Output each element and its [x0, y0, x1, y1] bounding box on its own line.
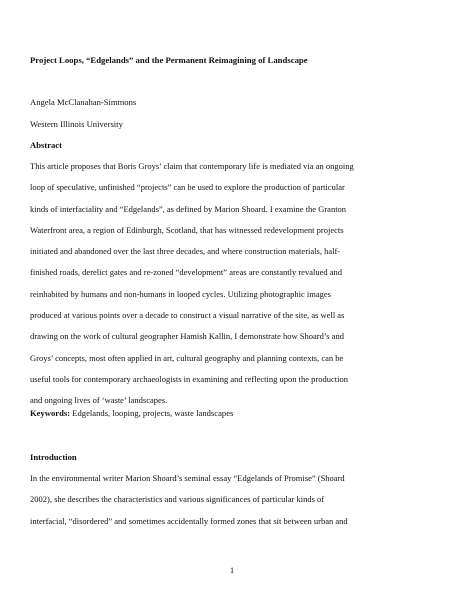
- introduction-line: In the environmental writer Marion Shoard’s seminal essay “Edgelands of Promise” (Shoard: [30, 473, 345, 483]
- abstract-body: [30, 156, 434, 412]
- abstract-line: produced at various points over a decade to construct a visual narrative of the site, as well as: [30, 310, 345, 321]
- author-affiliation: Western Illinois University: [30, 119, 123, 129]
- abstract-heading: Abstract: [30, 140, 62, 150]
- introduction-heading: Introduction: [30, 452, 77, 462]
- abstract-line: loop of speculative, unfinished “projects” can be used to explore the production of particular: [30, 182, 345, 193]
- abstract-line: Groys’ concepts, most often applied in art, cultural geography and planning contexts, can be: [30, 352, 344, 363]
- abstract-line: useful tools for contemporary archaeologists in examining and reflecting upon the production: [30, 373, 348, 384]
- keywords-text: Edgelands, looping, projects, waste landscapes: [70, 408, 234, 418]
- page-number: 1: [229, 565, 235, 575]
- abstract-line: initiated and abandoned over the last three decades, and where construction materials, half-: [30, 246, 341, 257]
- introduction-line: 2002), she describes the characteristics and various significances of particular kinds of: [30, 494, 325, 505]
- abstract-line: This article proposes that Boris Groys’ claim that contemporary life is mediated via an ongoing: [30, 161, 354, 171]
- keywords: [30, 408, 233, 419]
- introduction-body: [30, 468, 434, 532]
- introduction-line: interfacial, “disordered” and sometimes accidentally formed zones that sit between urban and: [30, 515, 348, 526]
- keywords-label: Keywords:: [30, 408, 71, 418]
- abstract-line: reinhabited by humans and non-humans in looped cycles. Utilizing photographic images: [30, 288, 331, 299]
- abstract-line: finished roads, derelict gates and re-zoned “development” areas are constantly revalued and: [30, 267, 342, 278]
- abstract-line: Waterfront area, a region of Edinburgh, Scotland, that has witnessed redevelopment projects: [30, 224, 344, 235]
- abstract-line: drawing on the work of cultural geographer Hamish Kallin, I demonstrate how Shoard’s and: [30, 331, 344, 342]
- author-name: Angela McClanahan-Simmons: [30, 97, 137, 107]
- abstract-line: and ongoing lives of ‘waste’ landscapes.: [30, 395, 168, 406]
- abstract-line: kinds of interfaciality and “Edgelands”, as defined by Marion Shoard. I examine the Granton: [30, 203, 347, 214]
- paper-title: Project Loops, “Edgelands” and the Permanent Reimagining of Landscape: [30, 55, 308, 65]
